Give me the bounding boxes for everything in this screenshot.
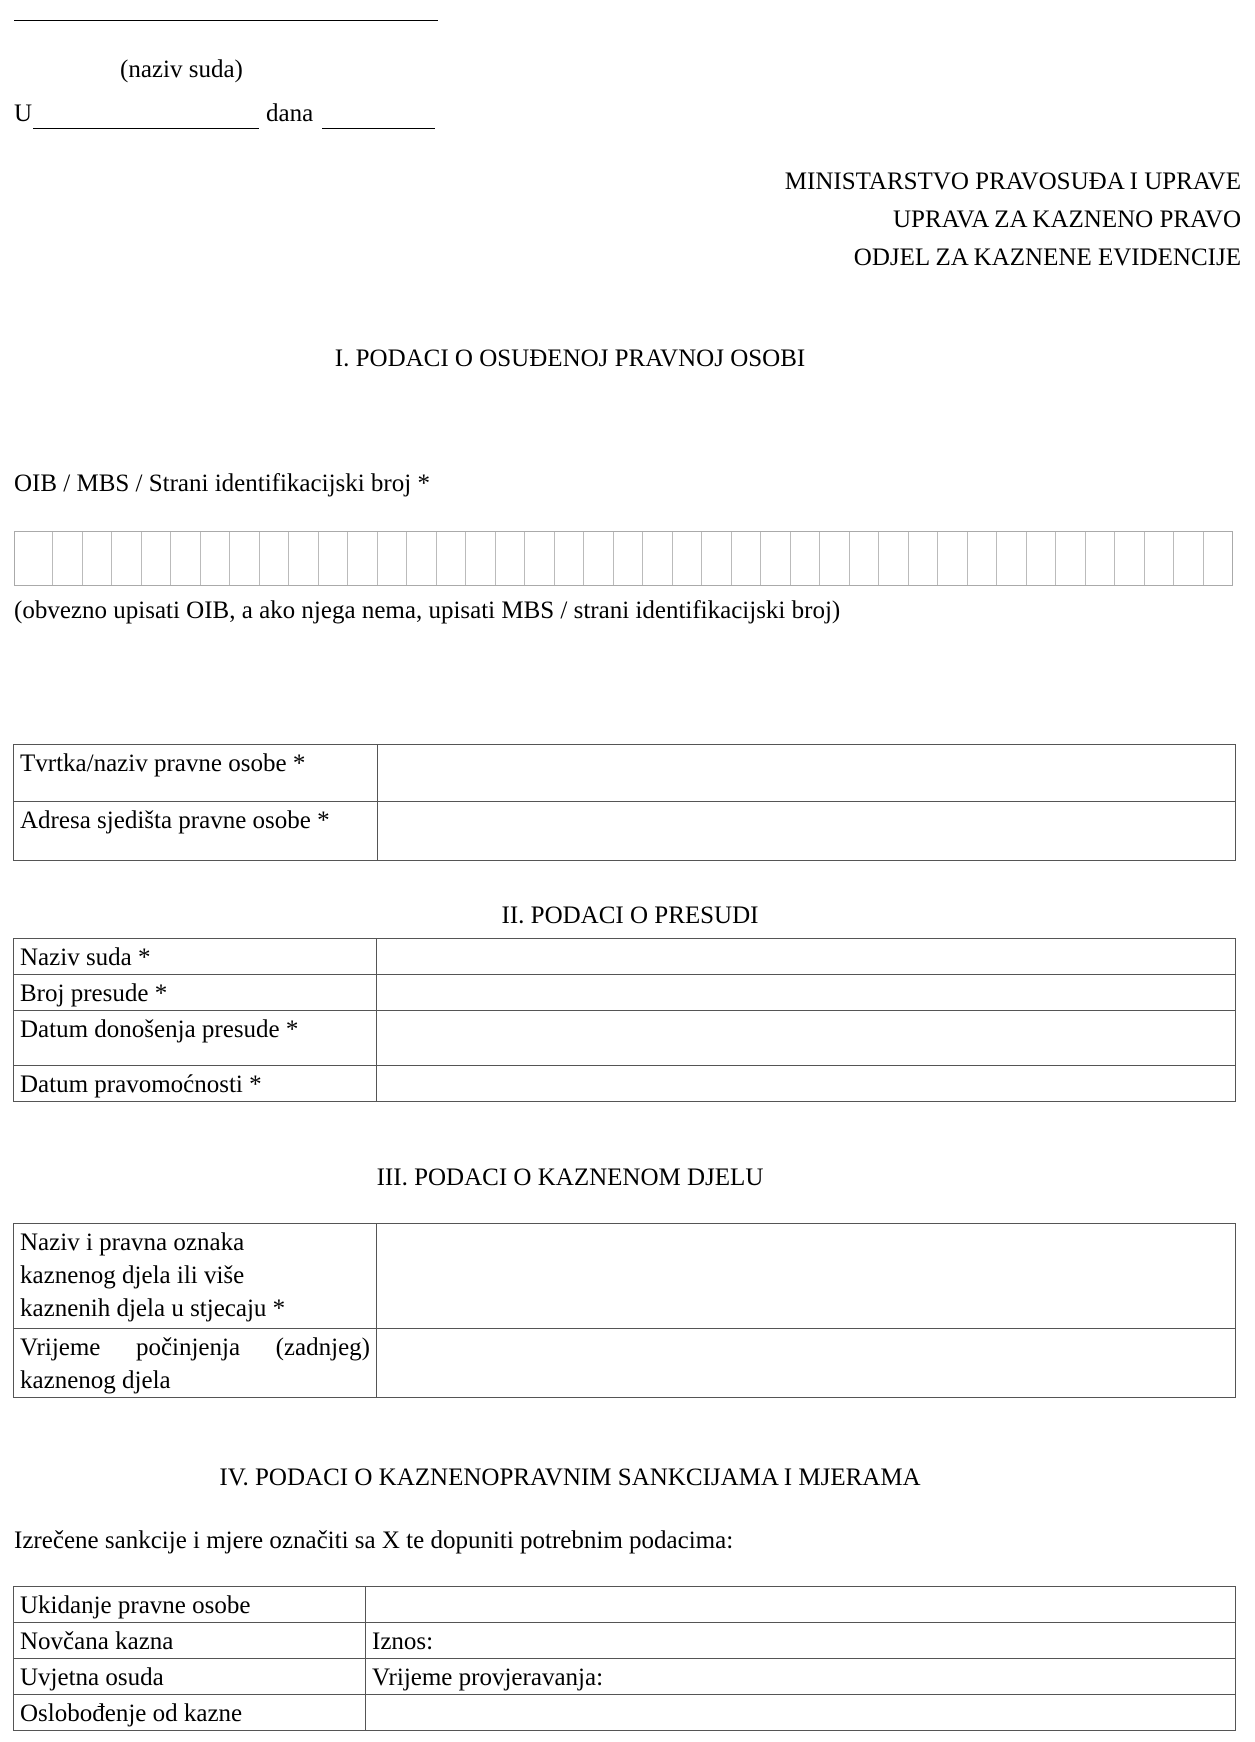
oib-digit-box[interactable] bbox=[1055, 532, 1085, 585]
oib-digit-box[interactable] bbox=[1144, 532, 1174, 585]
sanction-dissolution-field[interactable] bbox=[366, 1587, 1236, 1623]
oib-digit-box[interactable] bbox=[849, 532, 879, 585]
oib-digit-box[interactable] bbox=[259, 532, 289, 585]
judgment-number-field[interactable] bbox=[377, 975, 1236, 1011]
judgment-table bbox=[13, 938, 1236, 1102]
oib-digit-box[interactable] bbox=[672, 532, 702, 585]
court-name-label: Naziv suda * bbox=[14, 939, 377, 975]
oib-digit-box[interactable] bbox=[436, 532, 466, 585]
section-4-title: IV. PODACI O KAZNENOPRAVNIM SANKCIJAMA I MJERAMA bbox=[219, 1464, 921, 1491]
oib-digit-box[interactable] bbox=[642, 532, 672, 585]
company-name-label: Tvrtka/naziv pravne osobe * bbox=[14, 745, 378, 802]
offense-name-label: Naziv i pravna oznaka kaznenog djela ili više kaznenih djela u stjecaju * bbox=[14, 1224, 377, 1329]
oib-digit-box[interactable] bbox=[701, 532, 731, 585]
offense-table bbox=[13, 1223, 1236, 1398]
oib-digit-box[interactable] bbox=[760, 532, 790, 585]
oib-digit-box[interactable] bbox=[318, 532, 348, 585]
recipient-line-2: UPRAVA ZA KAZNENO PRAVO bbox=[893, 206, 1241, 233]
company-table bbox=[13, 744, 1236, 861]
sanction-fine-label: Novčana kazna bbox=[14, 1623, 366, 1659]
oib-digit-box[interactable] bbox=[1114, 532, 1144, 585]
oib-digit-box[interactable] bbox=[1085, 532, 1115, 585]
oib-digit-box[interactable] bbox=[82, 532, 112, 585]
sanction-suspended-label: Uvjetna osuda bbox=[14, 1659, 366, 1695]
oib-digit-box[interactable] bbox=[554, 532, 584, 585]
company-address-label: Adresa sjedišta pravne osobe * bbox=[14, 802, 378, 861]
sanction-probation-field[interactable]: Vrijeme provjeravanja: bbox=[366, 1659, 1236, 1695]
sanctions-table bbox=[13, 1586, 1236, 1731]
oib-digit-box[interactable] bbox=[613, 532, 643, 585]
section-3-title: III. PODACI O KAZNENOM DJELU bbox=[376, 1164, 764, 1191]
recipient-line-1: MINISTARSTVO PRAVOSUĐA I UPRAVE bbox=[784, 168, 1241, 195]
oib-digit-box[interactable] bbox=[288, 532, 318, 585]
finality-date-label: Datum pravomoćnosti * bbox=[14, 1066, 377, 1102]
oib-digit-box[interactable] bbox=[52, 532, 82, 585]
oib-digit-box[interactable] bbox=[1173, 532, 1203, 585]
oib-digit-box[interactable] bbox=[141, 532, 171, 585]
sanctions-instruction: Izrečene sankcije i mjere označiti sa X te dopuniti potrebnim podacima: bbox=[14, 1527, 734, 1554]
offense-time-label: Vrijeme počinjenja (zadnjeg) kaznenog djela bbox=[14, 1329, 377, 1398]
oib-digit-box[interactable] bbox=[731, 532, 761, 585]
oib-input-boxes[interactable] bbox=[14, 531, 1233, 586]
place-line[interactable] bbox=[33, 128, 259, 129]
sanction-fine-amount-field[interactable]: Iznos: bbox=[366, 1623, 1236, 1659]
oib-digit-box[interactable] bbox=[15, 532, 52, 585]
oib-digit-box[interactable] bbox=[200, 532, 230, 585]
judgment-number-label: Broj presude * bbox=[14, 975, 377, 1011]
oib-digit-box[interactable] bbox=[524, 532, 554, 585]
sanction-exemption-label: Oslobođenje od kazne bbox=[14, 1695, 366, 1731]
court-name-caption: (naziv suda) bbox=[120, 56, 243, 83]
oib-digit-box[interactable] bbox=[1026, 532, 1056, 585]
oib-digit-box[interactable] bbox=[347, 532, 377, 585]
offense-name-field[interactable] bbox=[377, 1224, 1236, 1329]
oib-digit-box[interactable] bbox=[1203, 532, 1233, 585]
oib-digit-box[interactable] bbox=[111, 532, 141, 585]
oib-digit-box[interactable] bbox=[406, 532, 436, 585]
oib-digit-box[interactable] bbox=[967, 532, 997, 585]
oib-digit-box[interactable] bbox=[465, 532, 495, 585]
oib-label: OIB / MBS / Strani identifikacijski broj * bbox=[14, 470, 430, 497]
finality-date-field[interactable] bbox=[377, 1066, 1236, 1102]
section-1-title: I. PODACI O OSUĐENOJ PRAVNOJ OSOBI bbox=[334, 345, 806, 372]
court-name-line[interactable] bbox=[14, 20, 438, 21]
oib-digit-box[interactable] bbox=[908, 532, 938, 585]
sanction-exemption-field[interactable] bbox=[366, 1695, 1236, 1731]
oib-digit-box[interactable] bbox=[996, 532, 1026, 585]
oib-digit-box[interactable] bbox=[819, 532, 849, 585]
date-line[interactable] bbox=[322, 128, 435, 129]
oib-note: (obvezno upisati OIB, a ako njega nema, upisati MBS / strani identifikacijski broj) bbox=[14, 597, 841, 624]
date-label: dana bbox=[266, 100, 314, 127]
judgment-date-field[interactable] bbox=[377, 1011, 1236, 1066]
oib-digit-box[interactable] bbox=[229, 532, 259, 585]
oib-digit-box[interactable] bbox=[170, 532, 200, 585]
section-2-title: II. PODACI O PRESUDI bbox=[501, 902, 759, 929]
sanction-dissolution-label: Ukidanje pravne osobe bbox=[14, 1587, 366, 1623]
oib-digit-box[interactable] bbox=[790, 532, 820, 585]
oib-digit-box[interactable] bbox=[377, 532, 407, 585]
judgment-date-label: Datum donošenja presude * bbox=[14, 1011, 377, 1066]
place-prefix: U bbox=[14, 100, 33, 127]
company-name-field[interactable] bbox=[378, 745, 1236, 802]
company-address-field[interactable] bbox=[378, 802, 1236, 861]
oib-digit-box[interactable] bbox=[937, 532, 967, 585]
oib-digit-box[interactable] bbox=[583, 532, 613, 585]
offense-time-field[interactable] bbox=[377, 1329, 1236, 1398]
recipient-line-3: ODJEL ZA KAZNENE EVIDENCIJE bbox=[853, 244, 1241, 271]
oib-digit-box[interactable] bbox=[878, 532, 908, 585]
court-name-field[interactable] bbox=[377, 939, 1236, 975]
oib-digit-box[interactable] bbox=[495, 532, 525, 585]
